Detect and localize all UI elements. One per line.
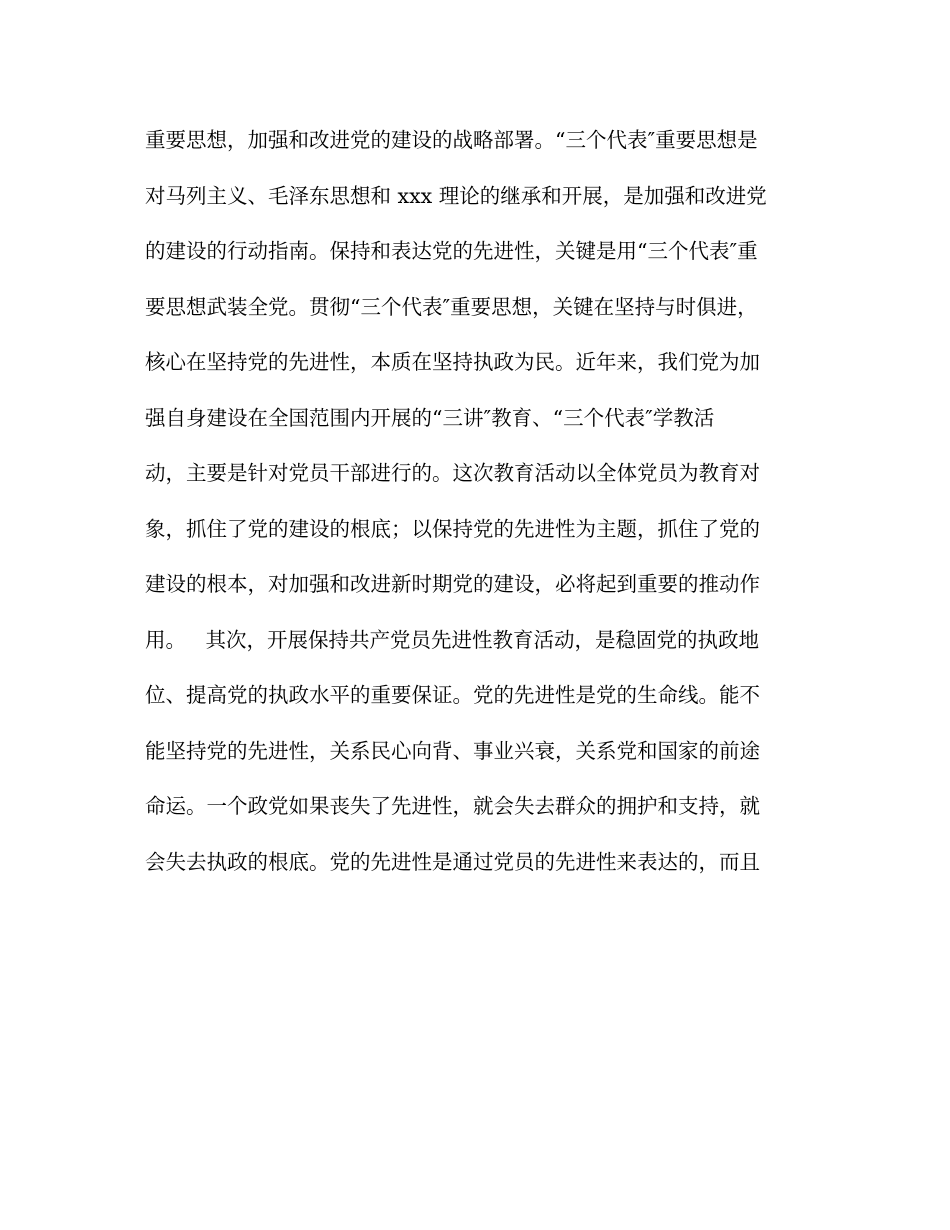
text-line-6: 强自身建设在全国范围内开展的“三讲″教育、“三个代表″学教活 bbox=[145, 405, 715, 430]
body-text bbox=[145, 116, 825, 893]
text-line-8: 象，抓住了党的建设的根底；以保持党的先进性为主题，抓住了党的 bbox=[145, 516, 760, 541]
text-line-4: 要思想武装全党。贯彻“三个代表″重要思想，关键在坚持与时俱进， bbox=[145, 294, 758, 319]
text-line-1: 重要思想，加强和改进党的建设的战略部署。“三个代表″重要思想是 bbox=[145, 128, 758, 152]
text-line-7: 动，主要是针对党员干部进行的。这次教育活动以全体党员为教育对 bbox=[145, 461, 760, 485]
text-line-5: 核心在坚持党的先进性，本质在坚持执政为民。近年来，我们党为加 bbox=[145, 350, 760, 374]
text-line-11: 位、提高党的执政水平的重要保证。党的先进性是党的生命线。能不 bbox=[145, 683, 760, 707]
text-line-2: 对马列主义、毛泽东思想和 xxx 理论的继承和开展，是加强和改进党 bbox=[145, 183, 767, 208]
text-line-14: 会失去执政的根底。党的先进性是通过党员的先进性来表达的，而且 bbox=[145, 849, 760, 874]
text-line-9: 建设的根本，对加强和改进新时期党的建设，必将起到重要的推动作 bbox=[145, 572, 760, 596]
text-line-12: 能坚持党的先进性，关系民心向背、事业兴衰，关系党和国家的前途 bbox=[145, 738, 760, 763]
text-line-3: 的建设的行动指南。保持和表达党的先进性，关键是用“三个代表″重 bbox=[145, 239, 758, 263]
text-line-13: 命运。一个政党如果丧失了先进性，就会失去群众的拥护和支持，就 bbox=[145, 794, 760, 818]
text-line-10: 用。 其次，开展保持共产党员先进性教育活动，是稳固党的执政地 bbox=[145, 627, 760, 652]
